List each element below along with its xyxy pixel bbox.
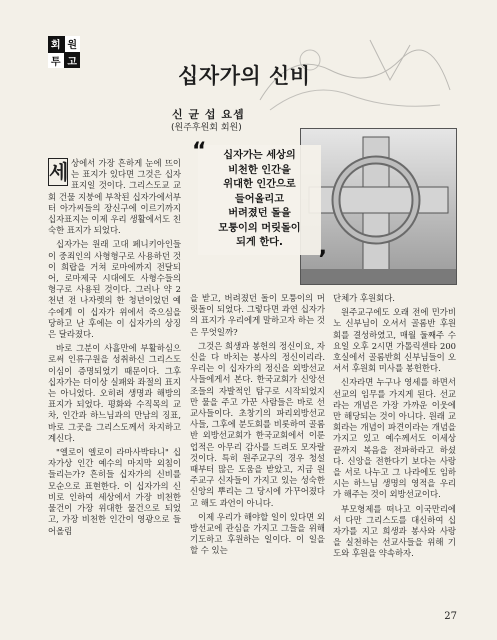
pull-quote: [192, 139, 327, 260]
drop-cap: 세: [49, 160, 69, 184]
quote-line: 모퉁이의 머릿돌이: [218, 222, 301, 234]
paragraph: 그것은 희생과 봉헌의 정신이요, 자신을 다 바치는 봉사의 정신이리라. 우리는 이 십자가의 정신을 외방선교사들에게서 본다. 한국교회가 신앙선조들의 자발적인 탐구로 시작되었지만 물을 주고 가꾼 사람들은 바로 선교사들이다. 초창기의 파리외방선교사들, 그후에 분도회를 비롯하여 골롬반 외방선교회가 한국교회에서 이룬 업적은 아무리 감사를 드려도 모자랄 것이다. 특히 원주교구의 경우 청설 때부터 많은 도움을 받았고, 지금 원주교구 신자들이 가지고 있는 성숙한 신앙의 뿌리는 그 당시에 가꾸어졌다고 해도 과언이 아니다.: [190, 340, 325, 508]
quote-line: 십자가는 세상의: [223, 150, 296, 161]
member-contribution-badge: [48, 36, 80, 68]
badge-char: 원: [65, 36, 81, 52]
paragraph: 십자가는 원래 고대 페니키아인들이 중죄인의 사형형구로 사용하던 것이 희랍을 거쳐 로마에까지 전달되어, 로마제국 시대에도 사형수들의 형구로 사용된 것이다. 그러나 약 2천년 전 나자렛의 한 청년이었던 예수에게 이 십자가 위에서 죽으심을 당하고 난 후에는 이 십자가의 상징은 달라졌다.: [48, 239, 181, 340]
quote-line: 비천한 인간을: [228, 164, 291, 176]
paragraph: 이제 우리가 해야할 일이 있다면 외방선교에 관심을 가지고 그들을 위해 기도하고 후원하는 일이다. 이 일을 할 수 있는: [190, 511, 325, 556]
text-column-2: [190, 293, 325, 560]
page-number: 27: [444, 611, 457, 622]
paragraph: "엘로이 엘로이 라마사박타니" 십자가상 인간 예수의 마지막 외침이 들리는가? 흔히들 십자가의 신비를 모순으로 표현한다. 이 십자가의 신비로 인하여 세상에서 가장 비천한 물건이 가장 위대한 물건으로 되었고, 가장 비천한 인간이 영광으로 들어올림: [48, 447, 181, 536]
paragraph: 단체가 후원회다.: [333, 293, 395, 303]
badge-char: 투: [48, 53, 64, 69]
paragraph: 바로 그분이 사흘만에 부활하심으로써 인류구원을 성취하신 그리스도이심이 증명되었기 때문이다. 그후 십자가는 더이상 실패와 좌절의 표지는 아니었다. 오히려 생명과 해방의 표지가 되었다. 평화와 수직목의 교차, 인간과 하느님과의 만남의 징표, 바로 그곳을 그리스도께서 차지하고 계신다.: [48, 343, 181, 443]
stone-cross-photo: [300, 128, 457, 285]
paragraph: 부모형제를 떠나고 이국만리에서 다만 그리스도를 대신하여 십자가를 지고 희생과 봉사와 사랑을 실천하는 선교사들을 위해 기도와 후원을 약속하자.: [333, 503, 456, 559]
paragraph: [48, 158, 181, 236]
paragraph-text: 상에서 가장 흔하게 눈에 뜨이는 표지가 있다면 그것은 십자표지일 것이다. 그리스도교 교회 건물 지붕에 부착된 십자가에서부터 아가씨들의 장신구에 이르기까지 십자표지는 이제 우리 생활에서도 친숙한 표지가 되었다.: [48, 158, 181, 236]
quote-line: 버려졌던 돌을: [228, 208, 291, 219]
paragraph: 원주교구에도 오래 전에 민가비노 신부님이 오셔서 골롬반 후원회를 결성하였고, 매월 둘째주 수요일 오후 2시면 가톨릭센타 200호실에서 골롬반회 신부님들이 오셔서 후원회 미사를 봉헌한다.: [333, 307, 456, 374]
open-quote-mark-icon: “: [192, 139, 207, 164]
author-name: 신 균 섭 요셉: [172, 108, 245, 121]
paragraph: 을 받고, 버려졌던 돌이 모퉁이의 머릿돌이 되었다. 그렇다면 과연 십자가의 표지가 우리에게 말하고자 하는 것은 무엇일까?: [190, 293, 325, 337]
quote-line: 위대한 인간으로: [223, 179, 296, 190]
author-affiliation: (원주후원회 회원): [171, 123, 242, 133]
text-column-1: [48, 158, 181, 540]
quote-line: 되게 한다.: [236, 237, 283, 248]
paragraph: 신자라면 누구나 영세를 하면서 선교의 임무를 가지게 된다. 선교라는 개념은 가장 가까운 이웃에만 해당되는 것이 아니다. 원래 교회라는 개념이 파견이라는 개념을 가지고 있고 예수께서도 이세상 끝까지 복음을 전파하라고 하셨다. 신앙을 전한다기 보다는 사랑을 서로 나누고 그 나라에도 임하시는 하느님 생명의 영적을 우리가 해주는 것이 외방선교이다.: [333, 377, 456, 500]
badge-char: 고: [65, 53, 81, 69]
text-column-3: [333, 293, 456, 563]
quote-line: 들어올리고: [234, 193, 285, 205]
article-title: 십자가의 신비: [178, 64, 311, 88]
close-quote-mark-icon: ,: [318, 234, 327, 260]
badge-char: 회: [48, 36, 64, 52]
